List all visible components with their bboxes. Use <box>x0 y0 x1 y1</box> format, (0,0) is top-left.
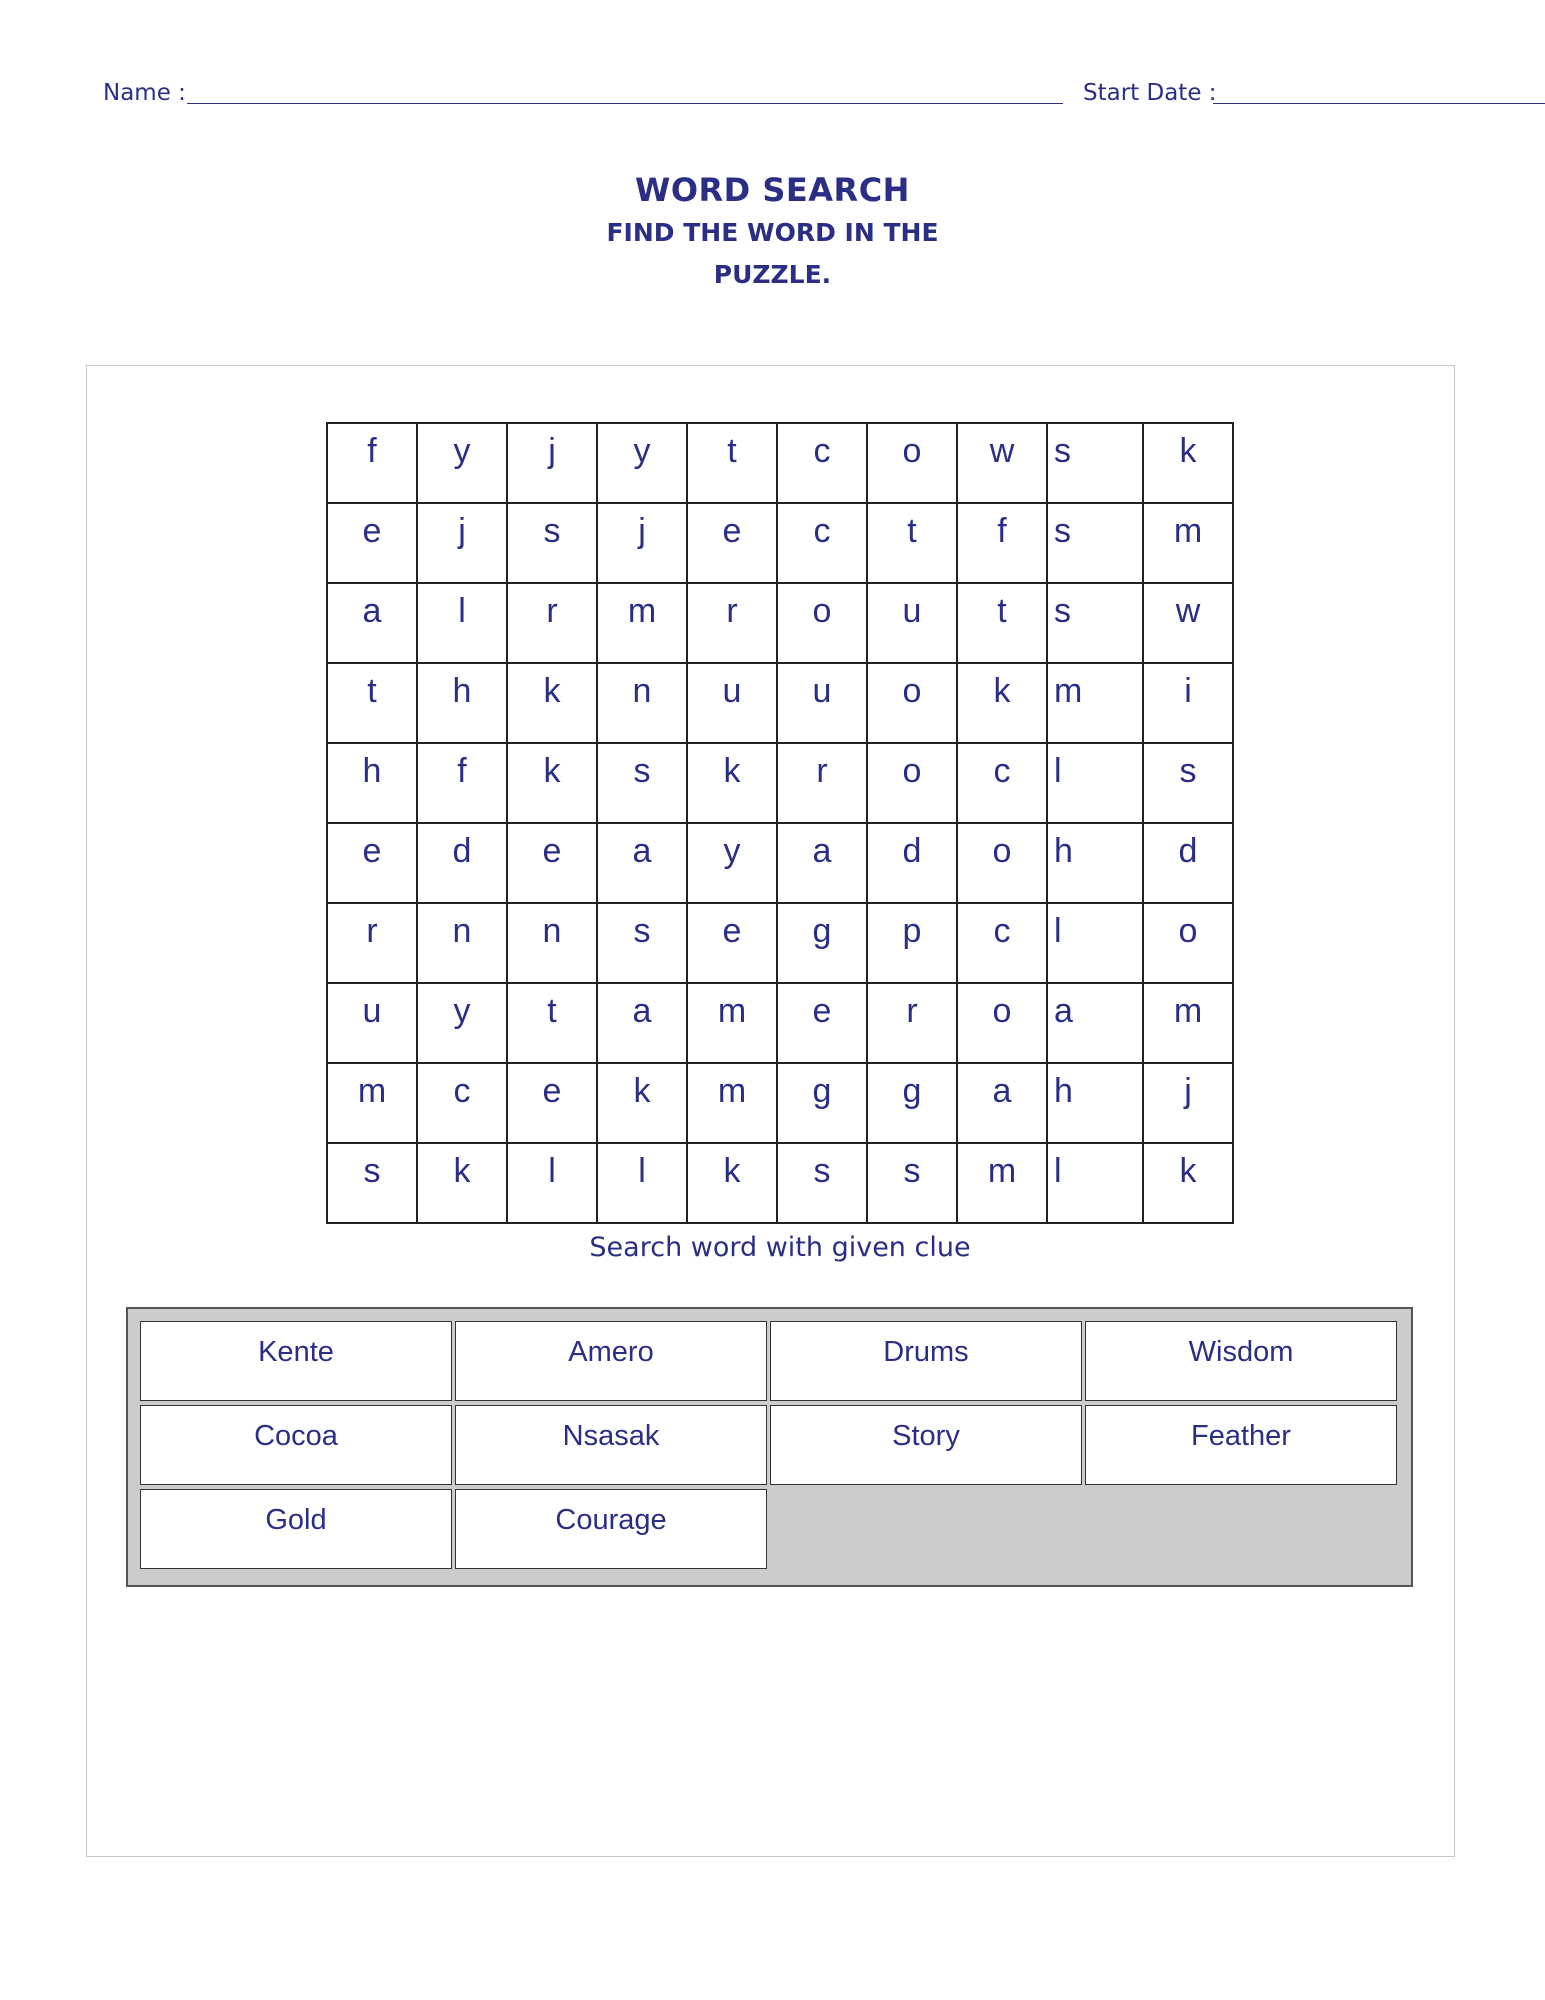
grid-cell[interactable]: o <box>867 663 957 743</box>
grid-row <box>327 983 1233 1063</box>
grid-cell[interactable]: t <box>867 503 957 583</box>
grid-cell[interactable]: s <box>1047 583 1143 663</box>
grid-cell[interactable]: e <box>507 1063 597 1143</box>
page-title: WORD SEARCH <box>635 171 910 209</box>
grid-cell[interactable]: t <box>327 663 417 743</box>
grid-cell[interactable]: e <box>687 503 777 583</box>
grid-cell[interactable]: e <box>327 503 417 583</box>
grid-cell[interactable]: l <box>507 1143 597 1223</box>
grid-cell[interactable]: g <box>867 1063 957 1143</box>
grid-cell[interactable]: h <box>327 743 417 823</box>
grid-row <box>327 903 1233 983</box>
grid-cell[interactable]: k <box>687 1143 777 1223</box>
grid-cell[interactable]: i <box>1143 663 1233 743</box>
clue-word: Gold <box>140 1489 452 1569</box>
grid-cell[interactable]: c <box>957 903 1047 983</box>
grid-cell[interactable]: m <box>1143 983 1233 1063</box>
grid-cell[interactable]: d <box>867 823 957 903</box>
grid-cell[interactable]: m <box>1143 503 1233 583</box>
grid-row <box>327 583 1233 663</box>
grid-cell[interactable]: m <box>957 1143 1047 1223</box>
grid-cell[interactable]: e <box>507 823 597 903</box>
grid-cell[interactable]: u <box>327 983 417 1063</box>
grid-cell[interactable]: m <box>687 983 777 1063</box>
grid-cell[interactable]: k <box>507 663 597 743</box>
grid-cell[interactable]: c <box>777 423 867 503</box>
grid-cell[interactable]: h <box>417 663 507 743</box>
grid-cell[interactable]: f <box>327 423 417 503</box>
grid-row <box>327 423 1233 503</box>
start-date-label: Start Date : <box>1083 80 1217 106</box>
grid-cell[interactable]: r <box>777 743 867 823</box>
clue-list <box>126 1307 1413 1587</box>
clue-caption: Search word with given clue <box>589 1232 971 1263</box>
clue-word: Amero <box>455 1321 767 1401</box>
grid-cell[interactable]: s <box>597 743 687 823</box>
grid-cell[interactable]: u <box>777 663 867 743</box>
clue-word: Story <box>770 1405 1082 1485</box>
grid-cell[interactable]: d <box>1143 823 1233 903</box>
grid-cell[interactable]: l <box>1047 1143 1143 1223</box>
grid-cell[interactable]: j <box>507 423 597 503</box>
grid-cell[interactable]: r <box>867 983 957 1063</box>
grid-cell[interactable]: t <box>957 583 1047 663</box>
grid-cell[interactable]: y <box>417 423 507 503</box>
clue-word: Feather <box>1085 1405 1397 1485</box>
grid-cell[interactable]: a <box>957 1063 1047 1143</box>
grid-cell[interactable]: s <box>867 1143 957 1223</box>
grid-row <box>327 503 1233 583</box>
grid-cell[interactable]: y <box>687 823 777 903</box>
grid-cell[interactable]: u <box>867 583 957 663</box>
clue-word: Kente <box>140 1321 452 1401</box>
grid-cell[interactable]: f <box>957 503 1047 583</box>
grid-cell[interactable]: r <box>507 583 597 663</box>
grid-cell[interactable]: r <box>687 583 777 663</box>
grid-cell[interactable]: y <box>417 983 507 1063</box>
title-block <box>560 170 985 296</box>
grid-cell[interactable]: h <box>1047 1063 1143 1143</box>
grid-cell[interactable]: k <box>1143 1143 1233 1223</box>
grid-cell[interactable]: t <box>507 983 597 1063</box>
grid-cell[interactable]: a <box>327 583 417 663</box>
grid-row <box>327 743 1233 823</box>
grid-cell[interactable]: k <box>1143 423 1233 503</box>
clue-word: Nsasak <box>455 1405 767 1485</box>
grid-cell[interactable]: c <box>777 503 867 583</box>
clue-word: Wisdom <box>1085 1321 1397 1401</box>
grid-cell[interactable]: d <box>417 823 507 903</box>
grid-cell[interactable]: j <box>1143 1063 1233 1143</box>
grid-cell[interactable]: o <box>957 823 1047 903</box>
grid-cell[interactable]: a <box>597 983 687 1063</box>
grid-cell[interactable]: s <box>1143 743 1233 823</box>
grid-cell[interactable]: m <box>327 1063 417 1143</box>
grid-cell[interactable]: o <box>867 423 957 503</box>
grid-cell[interactable]: s <box>1047 423 1143 503</box>
grid-cell[interactable]: j <box>597 503 687 583</box>
name-blank-line[interactable] <box>187 103 1063 104</box>
grid-cell[interactable]: n <box>417 903 507 983</box>
grid-cell[interactable]: r <box>327 903 417 983</box>
grid-cell[interactable]: m <box>1047 663 1143 743</box>
grid-cell[interactable]: n <box>597 663 687 743</box>
clue-word: Drums <box>770 1321 1082 1401</box>
grid-cell[interactable]: h <box>1047 823 1143 903</box>
grid-cell[interactable]: c <box>957 743 1047 823</box>
grid-cell[interactable]: p <box>867 903 957 983</box>
word-search-grid <box>326 422 1234 1224</box>
grid-cell[interactable]: n <box>507 903 597 983</box>
grid-row <box>327 1143 1233 1223</box>
grid-cell[interactable]: s <box>507 503 597 583</box>
clue-word: Cocoa <box>140 1405 452 1485</box>
grid-cell[interactable]: o <box>867 743 957 823</box>
grid-cell[interactable]: l <box>597 1143 687 1223</box>
grid-cell[interactable]: l <box>1047 903 1143 983</box>
grid-cell[interactable]: l <box>1047 743 1143 823</box>
grid-cell[interactable]: e <box>327 823 417 903</box>
clue-word: Courage <box>455 1489 767 1569</box>
grid-cell[interactable]: j <box>417 503 507 583</box>
grid-cell[interactable]: f <box>417 743 507 823</box>
page-subtitle: FIND THE WORD IN THE PUZZLE. <box>606 218 939 289</box>
grid-cell[interactable]: a <box>597 823 687 903</box>
grid-cell[interactable]: m <box>687 1063 777 1143</box>
grid-cell[interactable]: s <box>1047 503 1143 583</box>
grid-cell[interactable]: l <box>417 583 507 663</box>
grid-row <box>327 663 1233 743</box>
grid-cell[interactable]: k <box>687 743 777 823</box>
grid-row <box>327 1063 1233 1143</box>
grid-cell[interactable]: a <box>1047 983 1143 1063</box>
grid-cell[interactable]: w <box>957 423 1047 503</box>
grid-cell[interactable]: m <box>597 583 687 663</box>
grid-cell[interactable]: k <box>417 1143 507 1223</box>
worksheet-header <box>103 80 1545 110</box>
grid-cell[interactable]: w <box>1143 583 1233 663</box>
grid-cell[interactable]: t <box>687 423 777 503</box>
grid-cell[interactable]: c <box>417 1063 507 1143</box>
name-label: Name : <box>103 80 186 106</box>
grid-cell[interactable]: o <box>1143 903 1233 983</box>
grid-cell[interactable]: o <box>777 583 867 663</box>
grid-row <box>327 823 1233 903</box>
grid-cell[interactable]: a <box>777 823 867 903</box>
grid-cell[interactable]: s <box>327 1143 417 1223</box>
grid-cell[interactable]: g <box>777 1063 867 1143</box>
grid-cell[interactable]: u <box>687 663 777 743</box>
grid-cell[interactable]: y <box>597 423 687 503</box>
grid-cell[interactable]: e <box>687 903 777 983</box>
grid-cell[interactable]: e <box>777 983 867 1063</box>
grid-cell[interactable]: k <box>957 663 1047 743</box>
grid-cell[interactable]: s <box>777 1143 867 1223</box>
start-date-blank-line[interactable] <box>1213 103 1545 104</box>
grid-cell[interactable]: s <box>597 903 687 983</box>
grid-cell[interactable]: g <box>777 903 867 983</box>
grid-cell[interactable]: k <box>597 1063 687 1143</box>
grid-cell[interactable]: o <box>957 983 1047 1063</box>
grid-cell[interactable]: k <box>507 743 597 823</box>
